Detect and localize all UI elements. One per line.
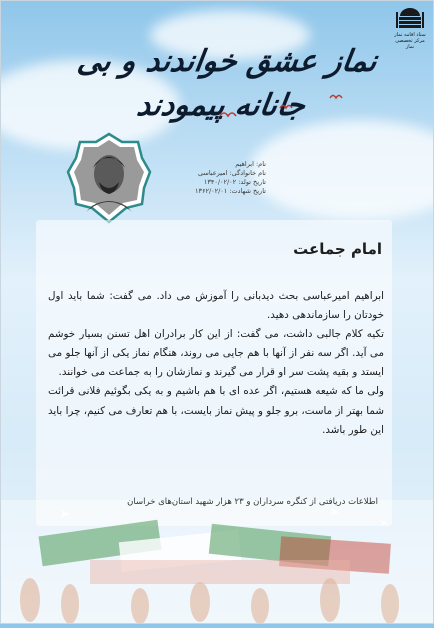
- martyr-info: [162, 160, 266, 196]
- martyr-martyrdom-date: تاریخ شهادت: ۱۳۶۲/۰۲/۰۱: [194, 187, 266, 195]
- logo-text-1: ستاد اقامه نماز: [394, 32, 426, 38]
- logo-text-2: مرکز تخصصی نماز: [395, 38, 425, 50]
- calligraphy-title: نماز عشق خواندند و بی جانانه پیمودند: [75, 44, 380, 123]
- paragraph: ابراهیم امیرعباسی بحث دیدبانی را آموزش می داد. می گفت: شما باید اول خودتان را سازماندهی دهید.: [48, 290, 384, 322]
- funeral-scene: [0, 500, 434, 624]
- martyr-portrait: [66, 132, 152, 224]
- martyr-family: نام خانوادگی: امیرعباسی: [197, 169, 266, 177]
- cloud: [250, 120, 434, 220]
- paragraph: ولی ما که شیعه هستیم، اگر عده ای با هم باشیم و به یکی بگوئیم فلانی قرائت شما بهتر از ماست، برو جلو و پیش نماز بایست، با هم تعارف می کنیم، چرا باید این طور باشد.: [48, 385, 384, 436]
- red-birds-icon: [210, 86, 360, 126]
- mosque-logo-icon: [395, 6, 425, 32]
- article-source: اطلاعات دریافتی از کنگره سرداران و ۲۳ هزار شهید استان‌های خراسان: [127, 497, 378, 507]
- paragraph: تکیه کلام جالبی داشت، می گفت: از این کار برادران اهل تسنن بسیار خوشم می آید. اگر سه نفر از آنها با هم جایی می روند، هنگام نماز یکی از آنها جلو می ایستد و بقیه پشت سر او قرار می گیرند و نمازشان را به جماعت می خوانند.: [48, 328, 384, 379]
- martyr-name: نام: ابراهیم: [235, 160, 266, 168]
- article-body: [48, 287, 384, 440]
- article-heading: امام جماعت: [293, 240, 382, 258]
- martyr-birth-date: تاریخ تولد: ۱۳۴۰/۰۲/۰۲: [203, 178, 266, 186]
